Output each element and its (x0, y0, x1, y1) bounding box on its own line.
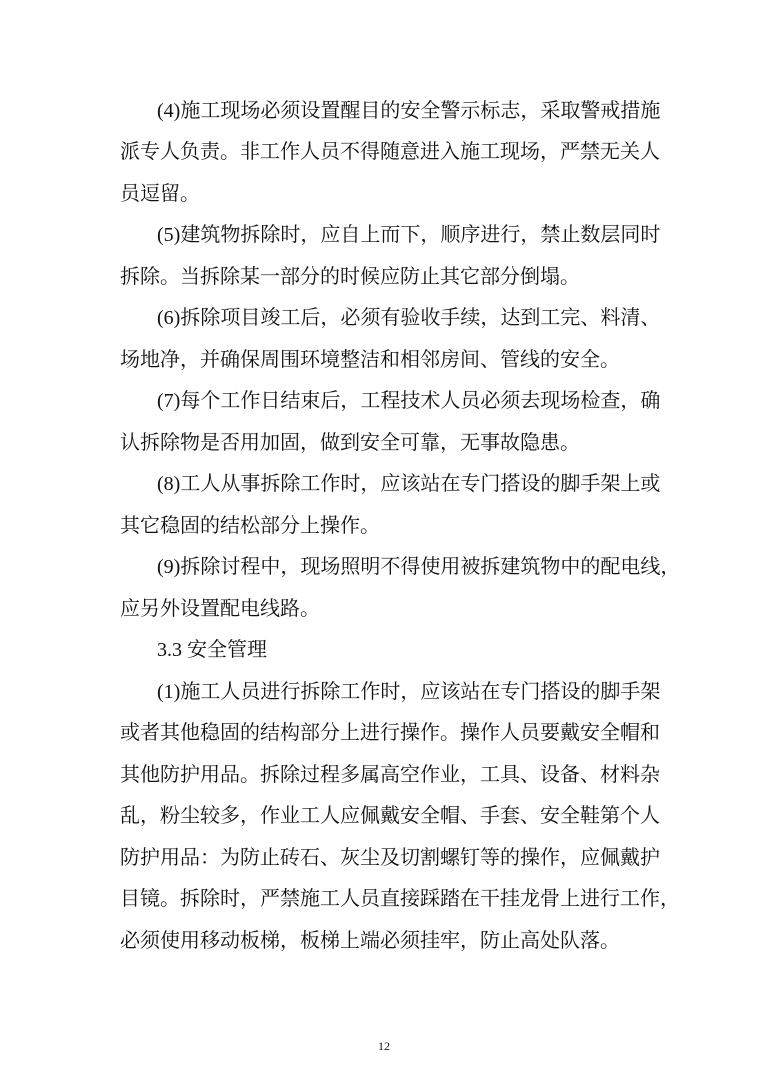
item-4-line-1: (4)施工现场必须设置醒目的安全警示标志，采取警戒措施 (157, 100, 661, 122)
item-9-line-1: (9)拆除讨程中，现场照明不得使用被拆建筑物中的配电线， (157, 556, 681, 578)
item-8-line-1: (8)工人从事拆除工作时，应该站在专门搭设的脚手架上或 (157, 473, 661, 495)
item-6-line-2: 场地净，并确保周围环境整洁和相邻房间、管线的安全。 (120, 349, 620, 371)
item-4-line-2: 派专人负责。非工作人员不得随意进入施工现场，严禁无关人 (120, 141, 660, 163)
item-5-line-2: 拆除。当拆除某一部分的时候应防止其它部分倒塌。 (120, 266, 580, 288)
item-8-line-2: 其它稳固的结松部分上操作。 (120, 515, 380, 537)
section-item-1-line-5: 防护用品：为防止砖石、灰尘及切割螺钉等的操作，应佩戴护 (120, 847, 660, 869)
section-item-1-line-1: (1)施工人员进行拆除工作时，应该站在专门搭设的脚手架 (157, 681, 661, 703)
item-9-line-2: 应另外设置配电线路。 (120, 598, 320, 620)
item-5-line-1: (5)建筑物拆除时，应自上而下，顺序进行，禁止数层同时 (157, 224, 661, 246)
section-item-1-line-6: 目镜。拆除时，严禁施工人员直接踩踏在干挂龙骨上进行工作， (120, 888, 680, 910)
section-item-1-line-3: 其他防护用品。拆除过程多属高空作业，工具、设备、材料杂 (120, 764, 660, 786)
section-item-1-line-7: 必须使用移动板梯，板梯上端必须挂牢，防止高处队落。 (120, 930, 620, 952)
section-heading: 3.3 安全管理 (157, 639, 267, 661)
item-7-line-2: 认拆除物是否用加固，做到安全可靠，无事故隐患。 (120, 432, 580, 454)
item-4-line-3: 员逗留。 (120, 183, 200, 205)
item-7-line-1: (7)每个工作日结束后，工程技术人员必须去现场检查，确 (157, 390, 661, 412)
section-item-1-line-2: 或者其他稳固的结构部分上进行操作。操作人员要戴安全帽和 (120, 722, 660, 744)
item-6-line-1: (6)拆除项目竣工后，必须有验收手续，达到工完、料清、 (157, 307, 661, 329)
page-number: 12 (378, 1039, 390, 1053)
section-item-1-line-4: 乱，粉尘较多，作业工人应佩戴安全帽、手套、安全鞋第个人 (120, 805, 660, 827)
